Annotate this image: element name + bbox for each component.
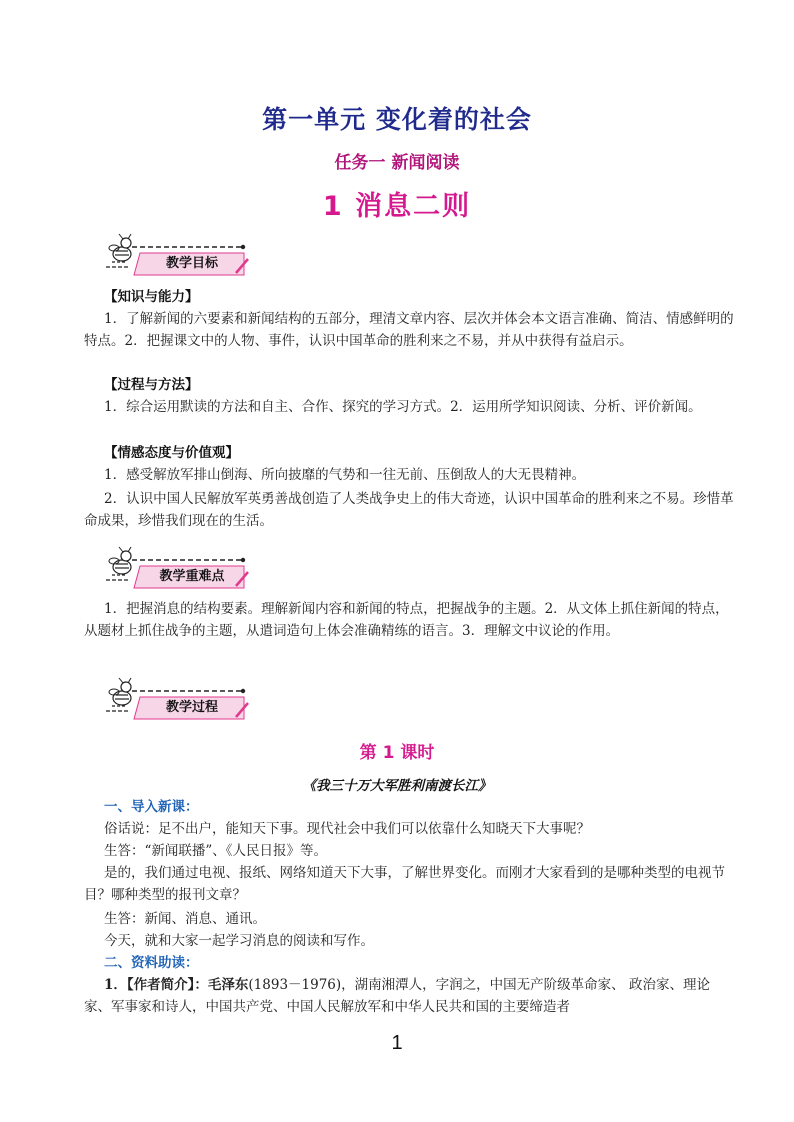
resource-heading: 二、资料助读： <box>104 955 199 971</box>
author-name: 毛泽东 <box>207 977 249 993</box>
attitude-heading: 【情感态度与价值观】 <box>104 445 239 461</box>
unit-title: 第一单元 变化着的社会 <box>262 105 532 134</box>
process-text: 1．综合运用默读的方法和自主、合作、探究的学习方式。2．运用所学知识阅读、分析、评价新闻。 <box>104 399 702 415</box>
key-points-text: 1．把握消息的结构要素。理解新闻内容和新闻的特点，把握战争的主题。2．从文体上抓住新闻的特点，从题材上抓住战争的主题，从遣词造句上体会准确精练的语言。3．理解文中议论的作用。 <box>84 601 729 639</box>
section-banner-process <box>104 676 252 724</box>
section-label-process: 教学过程 <box>165 700 218 715</box>
section-label-key-points: 教学重难点 <box>159 569 225 584</box>
intro-paragraph-5: 今天，就和大家一起学习消息的阅读和写作。 <box>104 933 374 949</box>
knowledge-text: 1．了解新闻的六要素和新闻结构的五部分，理清文章内容、层次并体会本文语言准确、简洁、情感鲜明的特点。2．把握课文中的人物、事件，认识中国革命的胜利来之不易，并从中获得有益启示。 <box>84 311 734 349</box>
author-label: 1．【作者简介】： <box>104 977 208 993</box>
period-title: 第 1 课时 <box>359 743 435 763</box>
intro-heading: 一、导入新课： <box>104 799 199 815</box>
attitude-text-2: 2．认识中国人民解放军英勇善战创造了人类战争史上的伟大奇迹，认识中国革命的胜利来之不易。珍惜革命成果，珍惜我们现在的生活。 <box>84 491 734 529</box>
task-title: 任务一 新闻阅读 <box>334 153 460 173</box>
section-banner-key-points <box>104 545 252 593</box>
attitude-text-1: 1．感受解放军排山倒海、所向披靡的气势和一往无前、压倒敌人的大无畏精神。 <box>104 467 586 483</box>
section-label-goals: 教学目标 <box>165 256 218 271</box>
section-banner-goals <box>104 232 252 280</box>
intro-paragraph-3: 是的，我们通过电视、报纸、网络知道天下大事，了解世界变化。而刚才大家看到的是哪种类型的电视节目？哪种类型的报刊文章？ <box>84 865 725 903</box>
lesson-title: 1 消息二则 <box>322 191 472 222</box>
author-text: (1893－1976)，湖南湘潭人，字润之，中国无产阶级革命家、 政治家、理论家、军事家和诗人，中国共产党、中国人民解放军和中华人民共和国的主要缔造者 <box>84 977 710 1015</box>
knowledge-heading: 【知识与能力】 <box>104 289 199 305</box>
process-heading: 【过程与方法】 <box>104 377 199 393</box>
intro-paragraph-2: 生答：“新闻联播”、《人民日报》等。 <box>104 843 328 859</box>
author-intro <box>84 974 734 1018</box>
article-title: 《我三十万大军胜利南渡长江》 <box>302 778 492 794</box>
intro-paragraph-1: 俗话说：足不出户，能知天下事。现代社会中我们可以依靠什么知晓天下大事呢？ <box>104 821 590 837</box>
intro-paragraph-4: 生答：新闻、消息、通讯。 <box>104 911 266 927</box>
page-number: 1 <box>391 1032 403 1054</box>
